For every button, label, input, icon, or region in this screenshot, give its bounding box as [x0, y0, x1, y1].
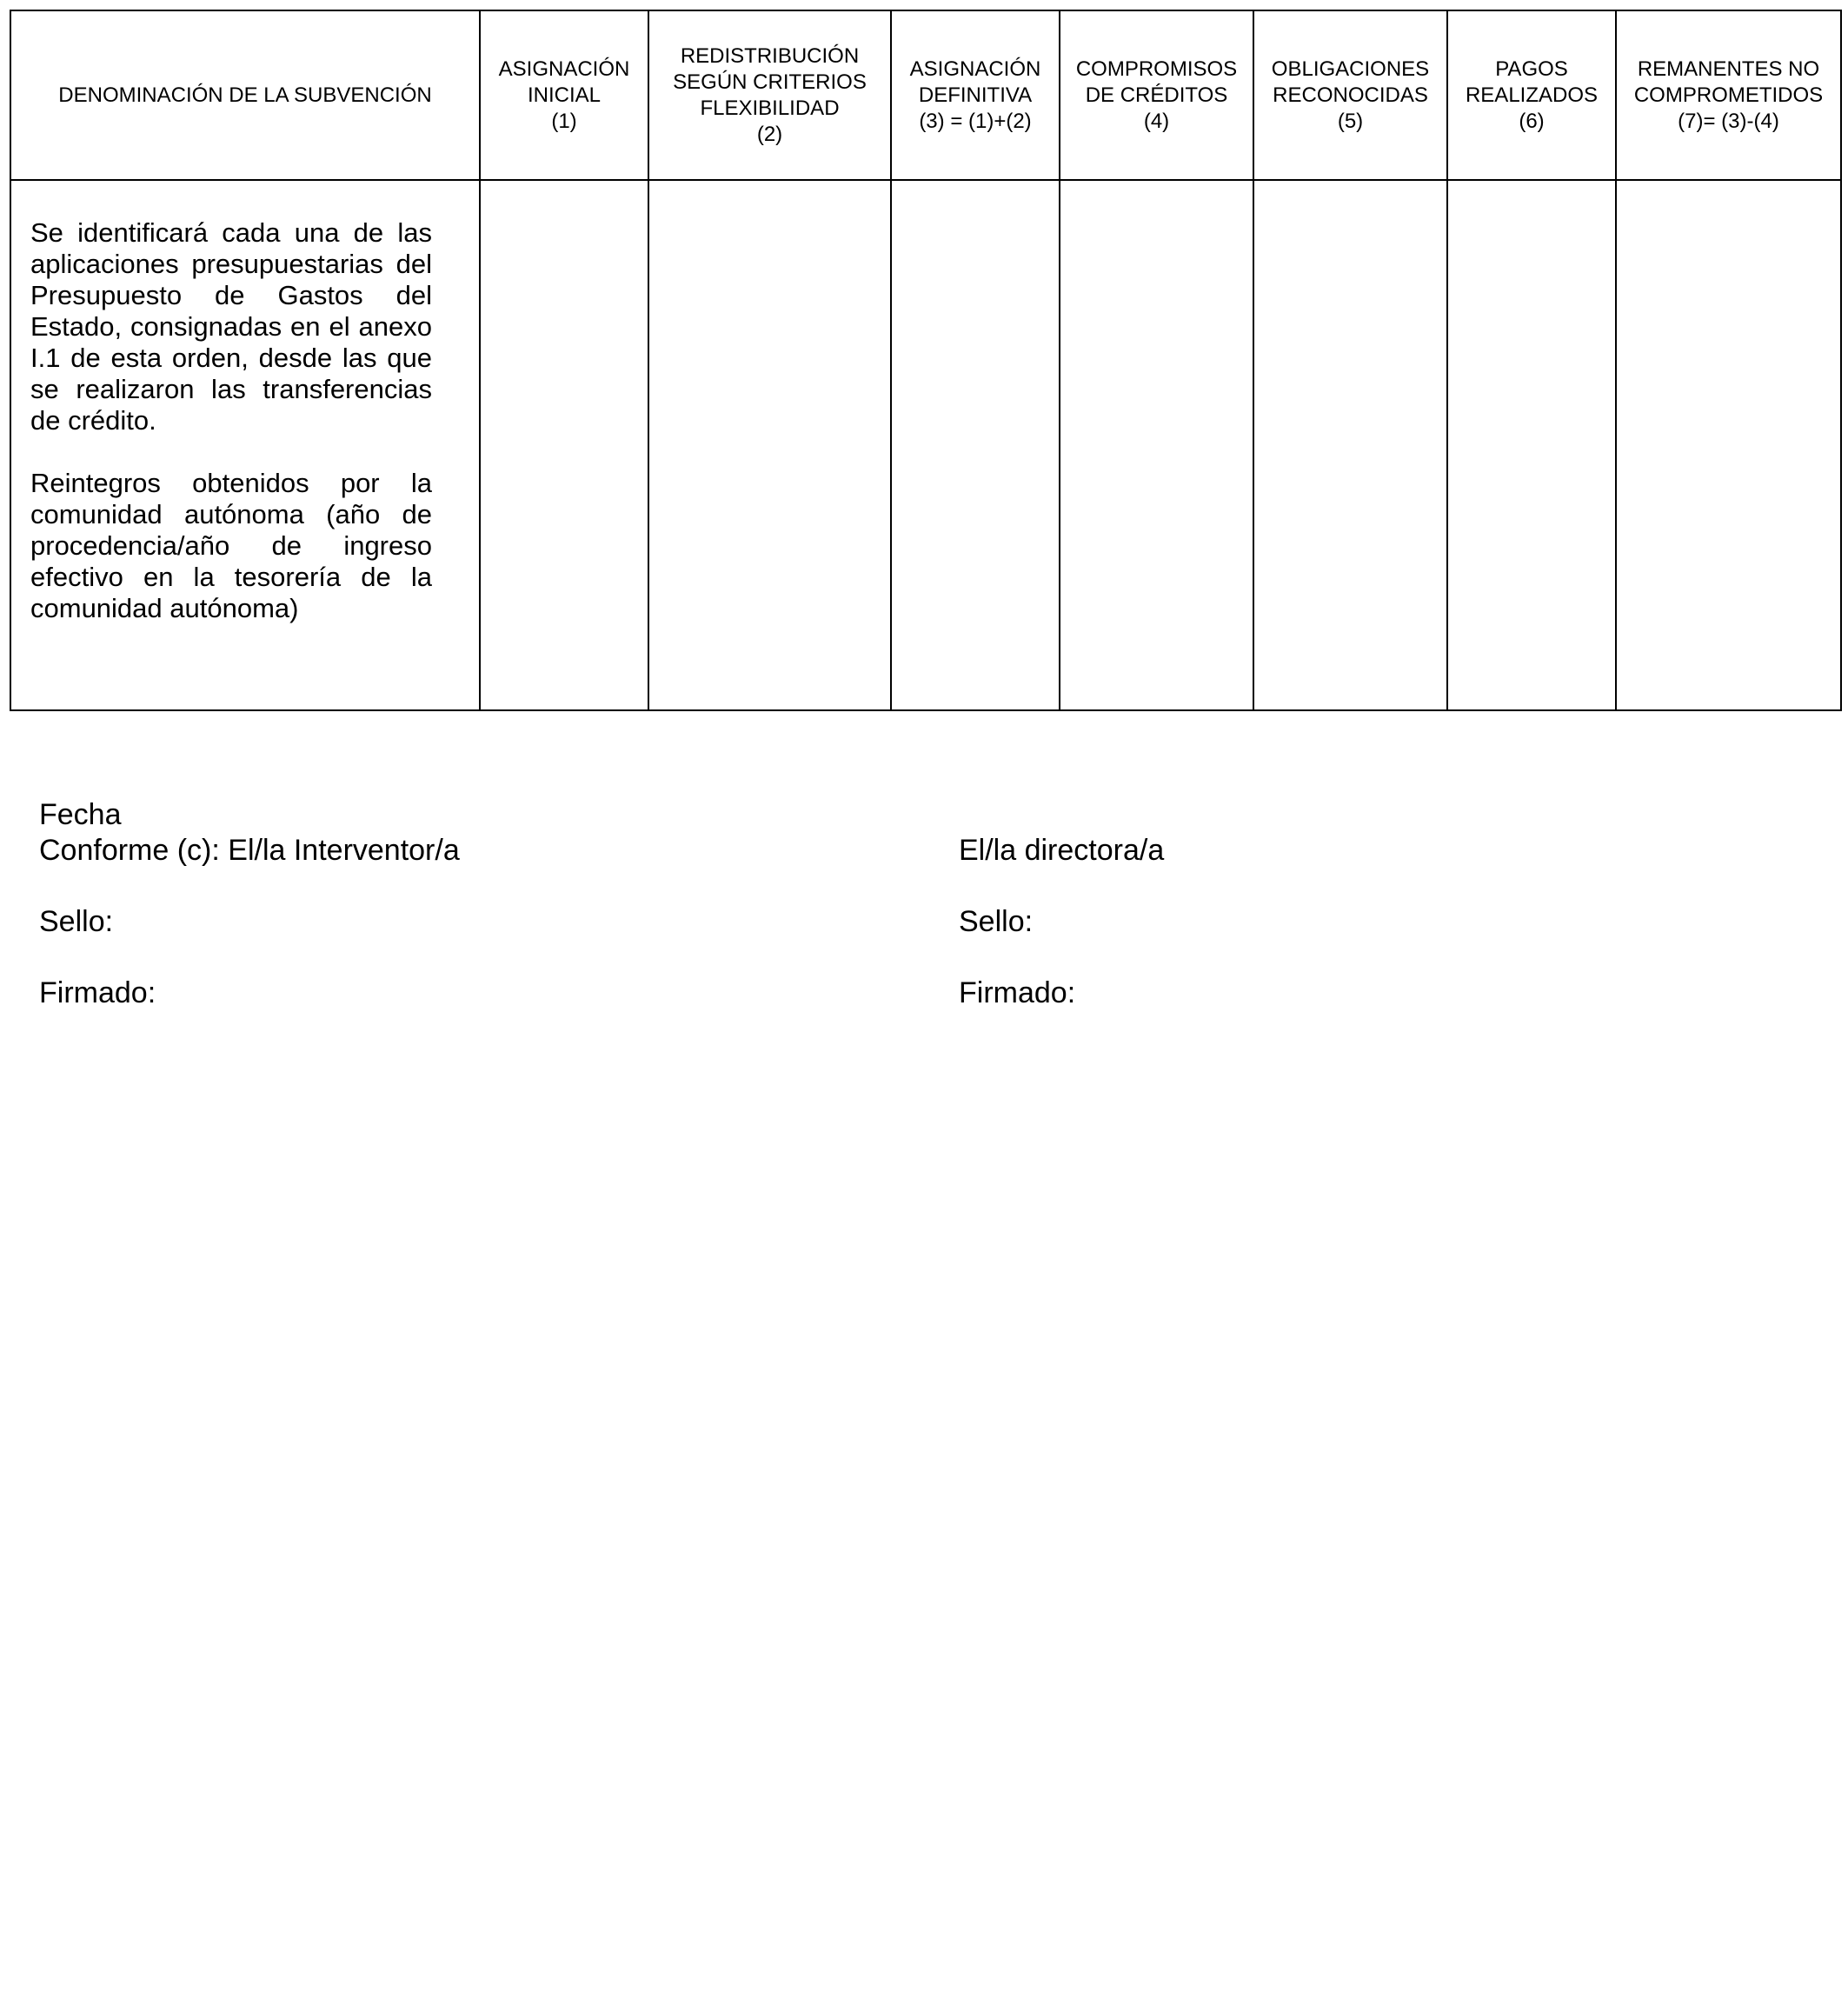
date-label: Fecha: [39, 798, 122, 831]
header-asignacion-definitiva: ASIGNACIÓN DEFINITIVA (3) = (1)+(2): [891, 10, 1060, 180]
subsidy-report-table: [10, 10, 1842, 711]
interventor-title: Conforme (c): El/la Interventor/a: [39, 834, 460, 867]
description-paragraph-aplicaciones: Se identificará cada una de las aplicaciones presupuestarias del Presupuesto de Gastos del Estado, consignadas en el anexo I.1 de esta orden, desde las que se realizaron las transferencias de crédito.: [30, 217, 432, 436]
cell-remanentes: [1616, 180, 1841, 710]
signature-block-directora: [959, 797, 1164, 1011]
directora-signed-label: Firmado:: [959, 976, 1076, 1009]
directora-title: El/la directora/a: [959, 834, 1165, 867]
cell-asignacion-inicial: [480, 180, 648, 710]
header-compromisos: COMPROMISOS DE CRÉDITOS (4): [1060, 10, 1253, 180]
header-denominacion: DENOMINACIÓN DE LA SUBVENCIÓN: [10, 10, 480, 180]
interventor-signed-label: Firmado:: [39, 976, 156, 1009]
description-cell: [10, 180, 480, 710]
cell-redistribucion: [648, 180, 891, 710]
description-paragraph-reintegros: Reintegros obtenidos por la comunidad autónoma (año de procedencia/año de ingreso efectivo en la tesorería de la comunidad autónoma): [30, 468, 432, 623]
cell-obligaciones: [1253, 180, 1447, 710]
cell-pagos: [1447, 180, 1616, 710]
directora-seal-label: Sello:: [959, 905, 1034, 938]
signature-block-interventor: [39, 797, 460, 1011]
header-redistribucion: REDISTRIBUCIÓN SEGÚN CRITERIOS FLEXIBILIDAD (2): [648, 10, 891, 180]
header-remanentes: REMANENTES NO COMPROMETIDOS (7)= (3)-(4): [1616, 10, 1841, 180]
interventor-seal-label: Sello:: [39, 905, 114, 938]
header-pagos: PAGOS REALIZADOS (6): [1447, 10, 1616, 180]
cell-asignacion-definitiva: [891, 180, 1060, 710]
header-asignacion-inicial: ASIGNACIÓN INICIAL (1): [480, 10, 648, 180]
table-row: [10, 180, 1841, 710]
cell-compromisos: [1060, 180, 1253, 710]
table-header-row: [10, 10, 1841, 180]
header-obligaciones: OBLIGACIONES RECONOCIDAS (5): [1253, 10, 1447, 180]
